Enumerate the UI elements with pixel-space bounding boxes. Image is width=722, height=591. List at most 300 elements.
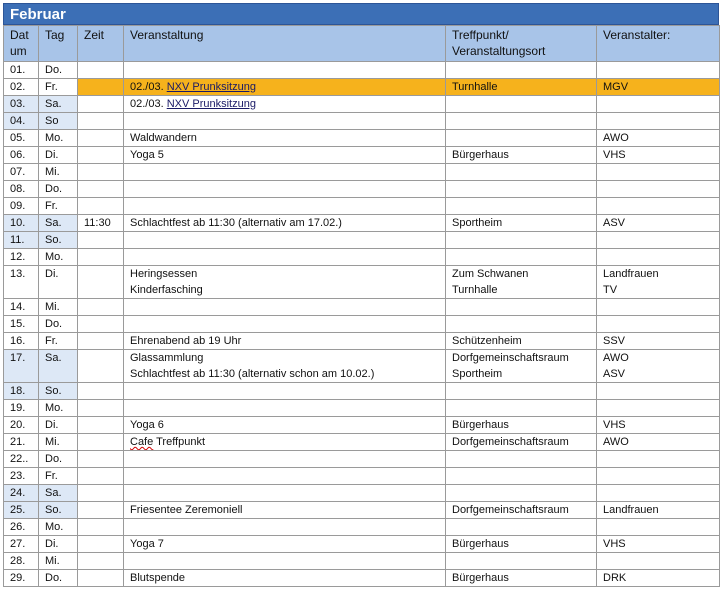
veranstalter-text: AWO bbox=[603, 132, 629, 144]
veranstalter-text: DRK bbox=[603, 572, 627, 584]
cell-veranstalter bbox=[597, 383, 720, 400]
tag-text: Sa. bbox=[45, 352, 62, 364]
header-treffpunkt: Treffpunkt/ Veranstaltungsort bbox=[446, 26, 597, 62]
table-row bbox=[4, 215, 720, 232]
event-line bbox=[130, 570, 445, 586]
cell-zeit bbox=[78, 299, 124, 316]
cell-zeit bbox=[78, 519, 124, 536]
event-date-prefix: 02./03. bbox=[130, 81, 167, 93]
cell-zeit bbox=[78, 215, 124, 232]
cell-tag bbox=[39, 350, 78, 383]
cell-veranstaltung bbox=[124, 400, 446, 417]
cell-treffpunkt bbox=[446, 570, 597, 587]
cell-tag bbox=[39, 113, 78, 130]
ort-text: Zum Schwanen bbox=[452, 268, 529, 280]
tag-text: So bbox=[45, 115, 59, 127]
datum-text: 27. bbox=[10, 538, 26, 550]
cell-datum bbox=[4, 113, 39, 130]
cell-veranstaltung bbox=[124, 113, 446, 130]
event-text: Yoga 7 bbox=[130, 538, 164, 550]
datum-text: 06. bbox=[10, 149, 26, 161]
event-date-prefix: 02./03. bbox=[130, 98, 167, 110]
cell-zeit bbox=[78, 266, 124, 299]
tag-text: Di. bbox=[45, 538, 59, 550]
datum-text: 14. bbox=[10, 301, 26, 313]
tag-text: Mo. bbox=[45, 132, 64, 144]
ort-text: Sportheim bbox=[452, 217, 503, 229]
cell-veranstalter bbox=[597, 147, 720, 164]
cell-datum bbox=[4, 96, 39, 113]
table-body bbox=[4, 62, 720, 587]
cell-tag bbox=[39, 181, 78, 198]
cell-tag bbox=[39, 451, 78, 468]
cell-veranstalter bbox=[597, 468, 720, 485]
cell-tag bbox=[39, 79, 78, 96]
datum-text: 23. bbox=[10, 470, 26, 482]
cell-tag bbox=[39, 164, 78, 181]
cell-veranstaltung bbox=[124, 79, 446, 96]
cell-zeit bbox=[78, 62, 124, 79]
tag-text: So. bbox=[45, 234, 62, 246]
cell-veranstalter bbox=[597, 249, 720, 266]
event-line bbox=[130, 282, 445, 298]
cell-veranstaltung bbox=[124, 502, 446, 519]
tag-text: Do. bbox=[45, 318, 63, 330]
cell-datum bbox=[4, 570, 39, 587]
cell-veranstaltung bbox=[124, 536, 446, 553]
calendar-sheet bbox=[3, 3, 719, 587]
veranstalter-text: Landfrauen bbox=[603, 504, 659, 516]
ort-text: Schützenheim bbox=[452, 335, 522, 347]
cell-veranstalter bbox=[597, 570, 720, 587]
cell-tag bbox=[39, 96, 78, 113]
cell-zeit bbox=[78, 130, 124, 147]
cell-treffpunkt bbox=[446, 266, 597, 299]
month-title: Februar bbox=[3, 3, 719, 25]
cell-veranstalter bbox=[597, 434, 720, 451]
cell-veranstalter bbox=[597, 536, 720, 553]
veranstalter-text: MGV bbox=[603, 81, 629, 93]
table-row bbox=[4, 198, 720, 215]
cell-treffpunkt bbox=[446, 130, 597, 147]
cell-veranstaltung bbox=[124, 316, 446, 333]
event-line bbox=[130, 130, 445, 146]
cell-tag bbox=[39, 198, 78, 215]
cell-datum bbox=[4, 400, 39, 417]
cell-treffpunkt bbox=[446, 299, 597, 316]
cell-veranstalter bbox=[597, 417, 720, 434]
cell-veranstaltung bbox=[124, 181, 446, 198]
cell-treffpunkt bbox=[446, 451, 597, 468]
cell-zeit bbox=[78, 113, 124, 130]
cell-tag bbox=[39, 570, 78, 587]
table-row bbox=[4, 536, 720, 553]
cell-zeit bbox=[78, 536, 124, 553]
cell-treffpunkt bbox=[446, 198, 597, 215]
cell-tag bbox=[39, 266, 78, 299]
table-row bbox=[4, 62, 720, 79]
cell-veranstaltung bbox=[124, 383, 446, 400]
tag-text: Di. bbox=[45, 268, 59, 280]
table-row bbox=[4, 383, 720, 400]
cell-veranstalter bbox=[597, 553, 720, 570]
cell-datum bbox=[4, 299, 39, 316]
event-text: Blutspende bbox=[130, 572, 186, 584]
event-text: Kinderfasching bbox=[130, 284, 203, 296]
cell-treffpunkt bbox=[446, 417, 597, 434]
cell-veranstalter bbox=[597, 451, 720, 468]
cell-datum bbox=[4, 147, 39, 164]
table-row bbox=[4, 570, 720, 587]
table-row bbox=[4, 113, 720, 130]
datum-text: 05. bbox=[10, 132, 26, 144]
veranstalter-text: VHS bbox=[603, 149, 626, 161]
cell-datum bbox=[4, 316, 39, 333]
datum-text: 02. bbox=[10, 81, 26, 93]
event-text: Schlachtfest ab 11:30 (alternativ schon am 10.02.) bbox=[130, 368, 375, 380]
cell-veranstaltung bbox=[124, 62, 446, 79]
cell-veranstalter bbox=[597, 350, 720, 383]
cell-tag bbox=[39, 249, 78, 266]
cell-treffpunkt bbox=[446, 553, 597, 570]
datum-text: 04. bbox=[10, 115, 26, 127]
cell-veranstaltung bbox=[124, 215, 446, 232]
tag-text: Mi. bbox=[45, 555, 60, 567]
veranstalter-text: VHS bbox=[603, 538, 626, 550]
event-text: Treffpunkt bbox=[153, 436, 206, 448]
cell-veranstalter bbox=[597, 164, 720, 181]
cell-tag bbox=[39, 485, 78, 502]
event-link[interactable]: NXV Prunksitzung bbox=[166, 98, 256, 110]
table-row bbox=[4, 553, 720, 570]
cell-treffpunkt bbox=[446, 79, 597, 96]
cell-tag bbox=[39, 62, 78, 79]
cell-veranstalter bbox=[597, 316, 720, 333]
cell-veranstalter bbox=[597, 502, 720, 519]
cell-zeit bbox=[78, 485, 124, 502]
cell-zeit bbox=[78, 79, 124, 96]
cell-datum bbox=[4, 181, 39, 198]
cell-datum bbox=[4, 434, 39, 451]
cell-tag bbox=[39, 316, 78, 333]
ort-text: Dorfgemeinschaftsraum bbox=[452, 504, 569, 516]
cell-zeit bbox=[78, 468, 124, 485]
ort-text: Bürgerhaus bbox=[452, 149, 509, 161]
header-datum: Dat um bbox=[4, 26, 39, 62]
tag-text: Do. bbox=[45, 183, 63, 195]
table-row bbox=[4, 333, 720, 350]
veranstalter-text: TV bbox=[603, 284, 618, 296]
tag-text: Sa. bbox=[45, 98, 62, 110]
cell-veranstaltung bbox=[124, 96, 446, 113]
datum-text: 24. bbox=[10, 487, 26, 499]
datum-text: 10. bbox=[10, 217, 26, 229]
cell-tag bbox=[39, 434, 78, 451]
cell-tag bbox=[39, 130, 78, 147]
veranstalter-text: AWO bbox=[603, 352, 629, 364]
cell-treffpunkt bbox=[446, 333, 597, 350]
cell-zeit bbox=[78, 502, 124, 519]
cell-datum bbox=[4, 553, 39, 570]
event-text: Friesentee Zeremoniell bbox=[130, 504, 243, 516]
cell-datum bbox=[4, 485, 39, 502]
cell-treffpunkt bbox=[446, 434, 597, 451]
tag-text: Mi. bbox=[45, 436, 60, 448]
ort-text: Dorfgemeinschaftsraum bbox=[452, 436, 569, 448]
cell-zeit bbox=[78, 553, 124, 570]
cell-treffpunkt bbox=[446, 164, 597, 181]
ort-text: Bürgerhaus bbox=[452, 572, 509, 584]
tag-text: Fr. bbox=[45, 200, 58, 212]
cell-veranstaltung bbox=[124, 164, 446, 181]
cell-tag bbox=[39, 519, 78, 536]
cell-treffpunkt bbox=[446, 519, 597, 536]
cell-zeit bbox=[78, 451, 124, 468]
tag-text: Di. bbox=[45, 149, 59, 161]
tag-text: Mo. bbox=[45, 402, 64, 414]
event-line bbox=[130, 266, 445, 282]
cell-veranstaltung bbox=[124, 249, 446, 266]
cell-veranstalter bbox=[597, 215, 720, 232]
cell-zeit bbox=[78, 333, 124, 350]
cell-veranstalter bbox=[597, 266, 720, 299]
event-text: Yoga 6 bbox=[130, 419, 164, 431]
datum-text: 22.. bbox=[10, 453, 29, 465]
event-line bbox=[130, 333, 445, 349]
cell-zeit bbox=[78, 383, 124, 400]
datum-text: 25. bbox=[10, 504, 26, 516]
cell-treffpunkt bbox=[446, 181, 597, 198]
cell-veranstalter bbox=[597, 181, 720, 198]
cell-tag bbox=[39, 215, 78, 232]
cell-treffpunkt bbox=[446, 215, 597, 232]
tag-text: Mi. bbox=[45, 166, 60, 178]
cell-datum bbox=[4, 451, 39, 468]
events-table bbox=[3, 25, 720, 587]
datum-text: 21. bbox=[10, 436, 26, 448]
datum-text: 19. bbox=[10, 402, 26, 414]
cell-veranstaltung bbox=[124, 553, 446, 570]
table-row bbox=[4, 400, 720, 417]
event-line bbox=[130, 96, 445, 112]
cell-veranstaltung bbox=[124, 147, 446, 164]
cell-zeit bbox=[78, 570, 124, 587]
cell-veranstalter bbox=[597, 485, 720, 502]
cell-veranstaltung bbox=[124, 232, 446, 249]
cell-veranstalter bbox=[597, 62, 720, 79]
cell-zeit bbox=[78, 164, 124, 181]
ort-text: Turnhalle bbox=[452, 284, 498, 296]
cell-datum bbox=[4, 519, 39, 536]
cell-tag bbox=[39, 232, 78, 249]
cell-treffpunkt bbox=[446, 316, 597, 333]
tag-text: So. bbox=[45, 385, 62, 397]
cell-tag bbox=[39, 383, 78, 400]
ort-text: Bürgerhaus bbox=[452, 538, 509, 550]
cell-treffpunkt bbox=[446, 113, 597, 130]
cell-veranstaltung bbox=[124, 130, 446, 147]
cell-datum bbox=[4, 468, 39, 485]
ort-text: Turnhalle bbox=[452, 81, 498, 93]
tag-text: Mo. bbox=[45, 521, 64, 533]
cell-veranstalter bbox=[597, 113, 720, 130]
event-text: Ehrenabend ab 19 Uhr bbox=[130, 335, 242, 347]
table-row bbox=[4, 485, 720, 502]
cell-datum bbox=[4, 417, 39, 434]
header-veranstaltung: Veranstaltung bbox=[124, 26, 446, 62]
veranstalter-text: SSV bbox=[603, 335, 626, 347]
header-zeit: Zeit bbox=[78, 26, 124, 62]
datum-text: 15. bbox=[10, 318, 26, 330]
cell-treffpunkt bbox=[446, 350, 597, 383]
cell-tag bbox=[39, 536, 78, 553]
datum-text: 03. bbox=[10, 98, 26, 110]
cell-veranstalter bbox=[597, 400, 720, 417]
veranstalter-text: ASV bbox=[603, 217, 626, 229]
cell-zeit bbox=[78, 400, 124, 417]
cell-veranstalter bbox=[597, 333, 720, 350]
event-text: Heringsessen bbox=[130, 268, 198, 280]
cell-datum bbox=[4, 232, 39, 249]
tag-text: Fr. bbox=[45, 335, 58, 347]
cell-veranstaltung bbox=[124, 519, 446, 536]
cell-zeit bbox=[78, 316, 124, 333]
header-row bbox=[4, 26, 720, 62]
event-text: Glassammlung bbox=[130, 352, 204, 364]
cell-tag bbox=[39, 147, 78, 164]
cell-tag bbox=[39, 400, 78, 417]
event-line bbox=[130, 536, 445, 552]
cell-veranstaltung bbox=[124, 468, 446, 485]
cell-datum bbox=[4, 164, 39, 181]
cell-treffpunkt bbox=[446, 147, 597, 164]
tag-text: Sa. bbox=[45, 217, 62, 229]
table-row bbox=[4, 130, 720, 147]
tag-text: Do. bbox=[45, 453, 63, 465]
cell-zeit bbox=[78, 232, 124, 249]
cell-zeit bbox=[78, 350, 124, 383]
table-row bbox=[4, 316, 720, 333]
veranstalter-text: VHS bbox=[603, 419, 626, 431]
cell-veranstaltung bbox=[124, 417, 446, 434]
cell-datum bbox=[4, 502, 39, 519]
table-row bbox=[4, 79, 720, 96]
cell-tag bbox=[39, 553, 78, 570]
cell-tag bbox=[39, 468, 78, 485]
cell-treffpunkt bbox=[446, 536, 597, 553]
cell-tag bbox=[39, 299, 78, 316]
zeit-text: 11:30 bbox=[84, 217, 111, 229]
table-row bbox=[4, 147, 720, 164]
header-tag: Tag bbox=[39, 26, 78, 62]
table-row bbox=[4, 502, 720, 519]
event-text: Schlachtfest ab 11:30 (alternativ am 17.02.) bbox=[130, 217, 342, 229]
cell-veranstaltung bbox=[124, 350, 446, 383]
cell-treffpunkt bbox=[446, 62, 597, 79]
tag-text: Di. bbox=[45, 419, 59, 431]
ort-text: Sportheim bbox=[452, 368, 503, 380]
tag-text: Mi. bbox=[45, 301, 60, 313]
table-row bbox=[4, 519, 720, 536]
cell-veranstalter bbox=[597, 232, 720, 249]
cell-datum bbox=[4, 536, 39, 553]
tag-text: Do. bbox=[45, 572, 63, 584]
cell-datum bbox=[4, 266, 39, 299]
veranstalter-text: ASV bbox=[603, 368, 626, 380]
event-text: Waldwandern bbox=[130, 132, 197, 144]
tag-text: Mo. bbox=[45, 251, 64, 263]
cell-datum bbox=[4, 215, 39, 232]
datum-text: 07. bbox=[10, 166, 26, 178]
event-line bbox=[130, 366, 445, 382]
cell-datum bbox=[4, 130, 39, 147]
cell-veranstaltung bbox=[124, 434, 446, 451]
cell-tag bbox=[39, 333, 78, 350]
cell-veranstaltung bbox=[124, 299, 446, 316]
table-row bbox=[4, 96, 720, 113]
cell-treffpunkt bbox=[446, 249, 597, 266]
cell-treffpunkt bbox=[446, 468, 597, 485]
table-row bbox=[4, 299, 720, 316]
cell-treffpunkt bbox=[446, 400, 597, 417]
datum-text: 13. bbox=[10, 268, 26, 280]
cell-veranstalter bbox=[597, 198, 720, 215]
event-line bbox=[130, 215, 445, 231]
table-row bbox=[4, 350, 720, 383]
cell-tag bbox=[39, 502, 78, 519]
cell-zeit bbox=[78, 181, 124, 198]
cell-veranstalter bbox=[597, 519, 720, 536]
tag-text: Fr. bbox=[45, 81, 58, 93]
cell-veranstaltung bbox=[124, 198, 446, 215]
datum-text: 28. bbox=[10, 555, 26, 567]
table-row bbox=[4, 249, 720, 266]
datum-text: 08. bbox=[10, 183, 26, 195]
cell-zeit bbox=[78, 434, 124, 451]
datum-text: 29. bbox=[10, 572, 26, 584]
tag-text: Fr. bbox=[45, 470, 58, 482]
cell-veranstaltung bbox=[124, 570, 446, 587]
cell-treffpunkt bbox=[446, 232, 597, 249]
cell-veranstalter bbox=[597, 79, 720, 96]
cell-treffpunkt bbox=[446, 96, 597, 113]
datum-text: 01. bbox=[10, 64, 26, 76]
event-text-spellcheck: Cafe bbox=[130, 436, 154, 448]
cell-veranstalter bbox=[597, 96, 720, 113]
cell-veranstalter bbox=[597, 130, 720, 147]
cell-zeit bbox=[78, 198, 124, 215]
event-line bbox=[130, 434, 445, 450]
table-row bbox=[4, 164, 720, 181]
datum-text: 09. bbox=[10, 200, 26, 212]
table-row bbox=[4, 266, 720, 299]
ort-text: Dorfgemeinschaftsraum bbox=[452, 352, 569, 364]
tag-text: Sa. bbox=[45, 487, 62, 499]
cell-veranstalter bbox=[597, 299, 720, 316]
cell-zeit bbox=[78, 147, 124, 164]
cell-datum bbox=[4, 79, 39, 96]
cell-datum bbox=[4, 62, 39, 79]
table-row bbox=[4, 434, 720, 451]
event-line bbox=[130, 350, 445, 366]
event-link[interactable]: NXV Prunksitzung bbox=[166, 81, 256, 93]
ort-text: Bürgerhaus bbox=[452, 419, 509, 431]
event-text: Yoga 5 bbox=[130, 149, 164, 161]
datum-text: 17. bbox=[10, 352, 26, 364]
datum-text: 26. bbox=[10, 521, 26, 533]
cell-zeit bbox=[78, 96, 124, 113]
table-row bbox=[4, 417, 720, 434]
